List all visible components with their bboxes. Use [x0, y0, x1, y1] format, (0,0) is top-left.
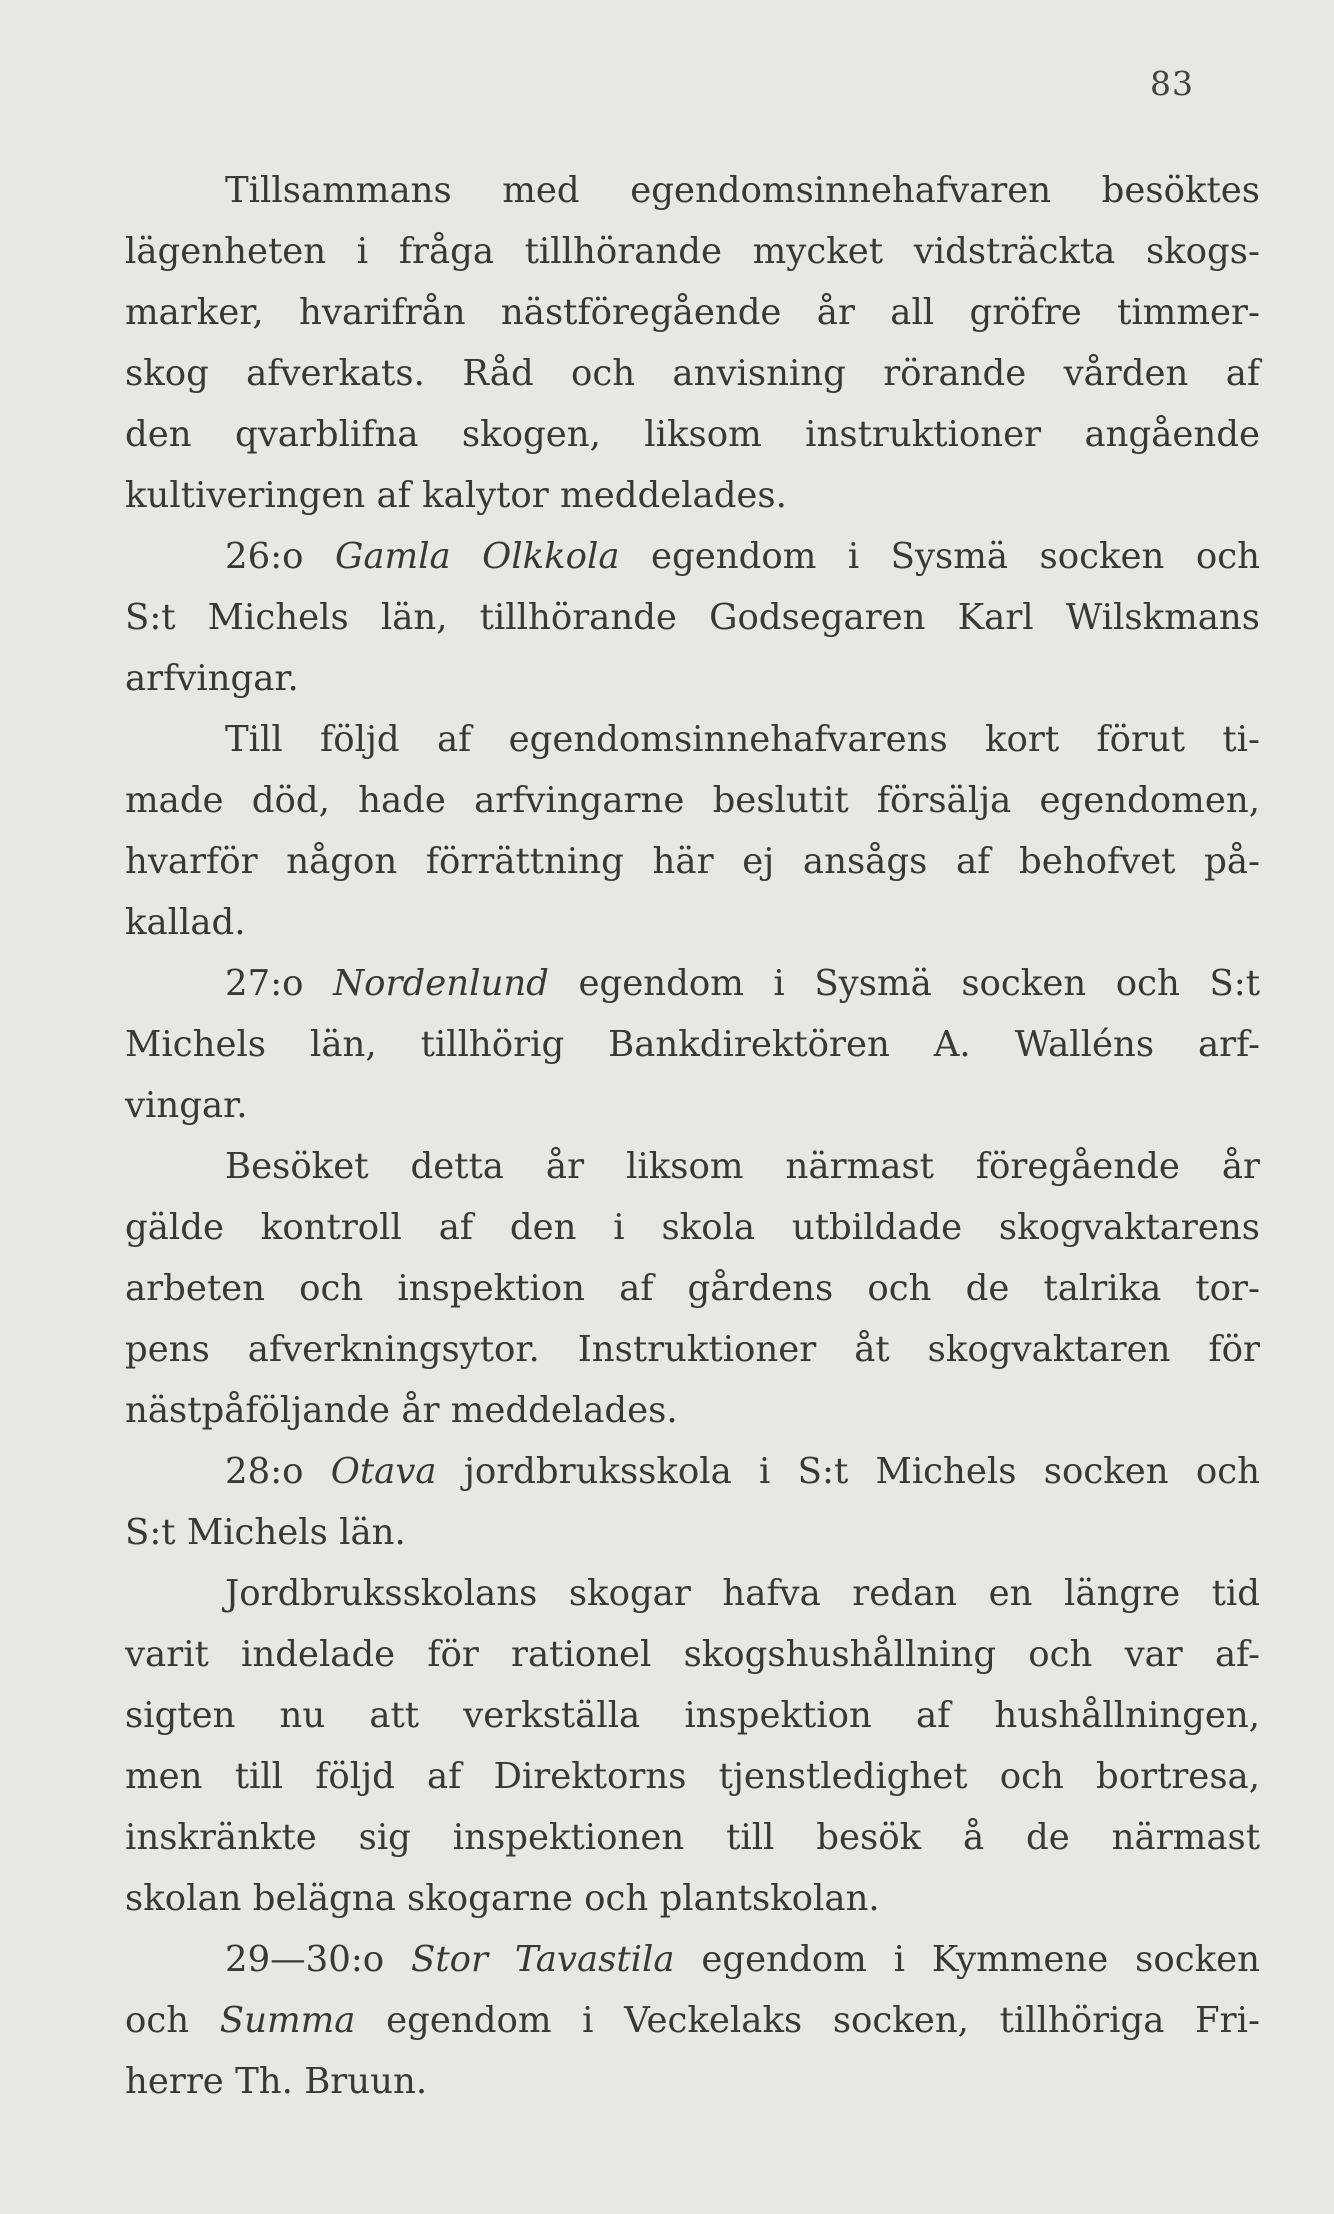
text-line: vingar.	[125, 1085, 248, 1126]
paragraph-1	[125, 160, 1260, 526]
text-line: den qvarblifna skogen, liksom instruktioner angående	[125, 414, 1260, 455]
entry-connector: och	[125, 2000, 190, 2041]
entry-28	[125, 1441, 1260, 1563]
text-line: kallad.	[125, 902, 246, 943]
text-line: kultiveringen af kalytor meddelades.	[125, 475, 787, 516]
entry-number: 27:o	[225, 963, 304, 1004]
entry-27	[125, 953, 1260, 1136]
entry-heading-line	[125, 1929, 1260, 1990]
entry-number: 29—30:o	[225, 1939, 385, 1980]
paragraph-7	[125, 1563, 1260, 1929]
text-line: pens afverkningsytor. Instruktioner åt skogvaktaren för	[125, 1329, 1260, 1370]
entry-29-30	[125, 1929, 1260, 2112]
entry-26	[125, 526, 1260, 709]
entry-heading-line	[125, 953, 1260, 1014]
text-line: herre Th. Bruun.	[125, 2061, 428, 2102]
entry-heading-line	[125, 1441, 1260, 1502]
text-line: skog afverkats. Råd och anvisning rörande vården af	[125, 353, 1260, 394]
page-number: 83	[1150, 64, 1194, 103]
text-line: inskränkte sig inspektionen till besök å de närmast	[125, 1817, 1260, 1858]
text-line: Michels län, tillhörig Bankdirektören A. Walléns arf-	[125, 1024, 1260, 1065]
entry-number: 28:o	[225, 1451, 304, 1492]
text-line: skolan belägna skogarne och plantskolan.	[125, 1878, 880, 1919]
text-line: Till följd af egendomsinnehafvarens kort förut ti-	[225, 719, 1260, 760]
text-line: gälde kontroll af den i skola utbildade skogvaktarens	[125, 1207, 1260, 1248]
entry-number: 26:o	[225, 536, 304, 577]
text-line: lägenheten i fråga tillhörande mycket vidsträckta skogs-	[125, 231, 1260, 272]
body-text	[125, 160, 1260, 2112]
text-line: arfvingar.	[125, 658, 299, 699]
paragraph-5	[125, 1136, 1260, 1441]
text-line: nästpåföljande år meddelades.	[125, 1390, 678, 1431]
text-line: men till följd af Direktorns tjenstledighet och bortresa,	[125, 1756, 1260, 1797]
entry-heading-rest: egendom i Sysmä socken och	[651, 536, 1260, 577]
entry-heading-rest: egendom i Sysmä socken och S:t	[578, 963, 1260, 1004]
text-line: Tillsammans med egendomsinnehafvaren besöktes	[225, 170, 1260, 211]
text-line: Besöket detta år liksom närmast föregående år	[225, 1146, 1260, 1187]
text-line: S:t Michels län, tillhörande Godsegaren Karl Wilskmans	[125, 597, 1260, 638]
text-line: varit indelade för rationel skogshushållning och var af-	[125, 1634, 1260, 1675]
text-line: Jordbruksskolans skogar hafva redan en längre tid	[225, 1573, 1260, 1614]
text-line: marker, hvarifrån nästföregående år all gröfre timmer-	[125, 292, 1260, 333]
estate-name: Gamla Olkkola	[334, 536, 620, 577]
text-line: arbeten och inspektion af gårdens och de talrika tor-	[125, 1268, 1260, 1309]
text-line: made död, hade arfvingarne beslutit försälja egendomen,	[125, 780, 1260, 821]
entry-heading-line	[125, 526, 1260, 587]
text-line: S:t Michels län.	[125, 1512, 406, 1553]
entry-heading-rest: egendom i Kymmene socken	[701, 1939, 1260, 1980]
text-line: hvarför någon förrättning här ej ansågs af behofvet på-	[125, 841, 1260, 882]
estate-name: Otava	[330, 1451, 437, 1492]
estate-name: Nordenlund	[333, 963, 549, 1004]
entry-second-rest: egendom i Veckelaks socken, tillhöriga Fri-	[386, 2000, 1260, 2041]
entry-heading-rest: jordbruksskola i S:t Michels socken och	[463, 1451, 1260, 1492]
entry-second-line	[125, 1990, 1260, 2051]
paragraph-3	[125, 709, 1260, 953]
estate-name-2: Summa	[219, 2000, 356, 2041]
estate-name: Stor Tavastila	[411, 1939, 675, 1980]
text-line: sigten nu att verkställa inspektion af hushållningen,	[125, 1695, 1260, 1736]
